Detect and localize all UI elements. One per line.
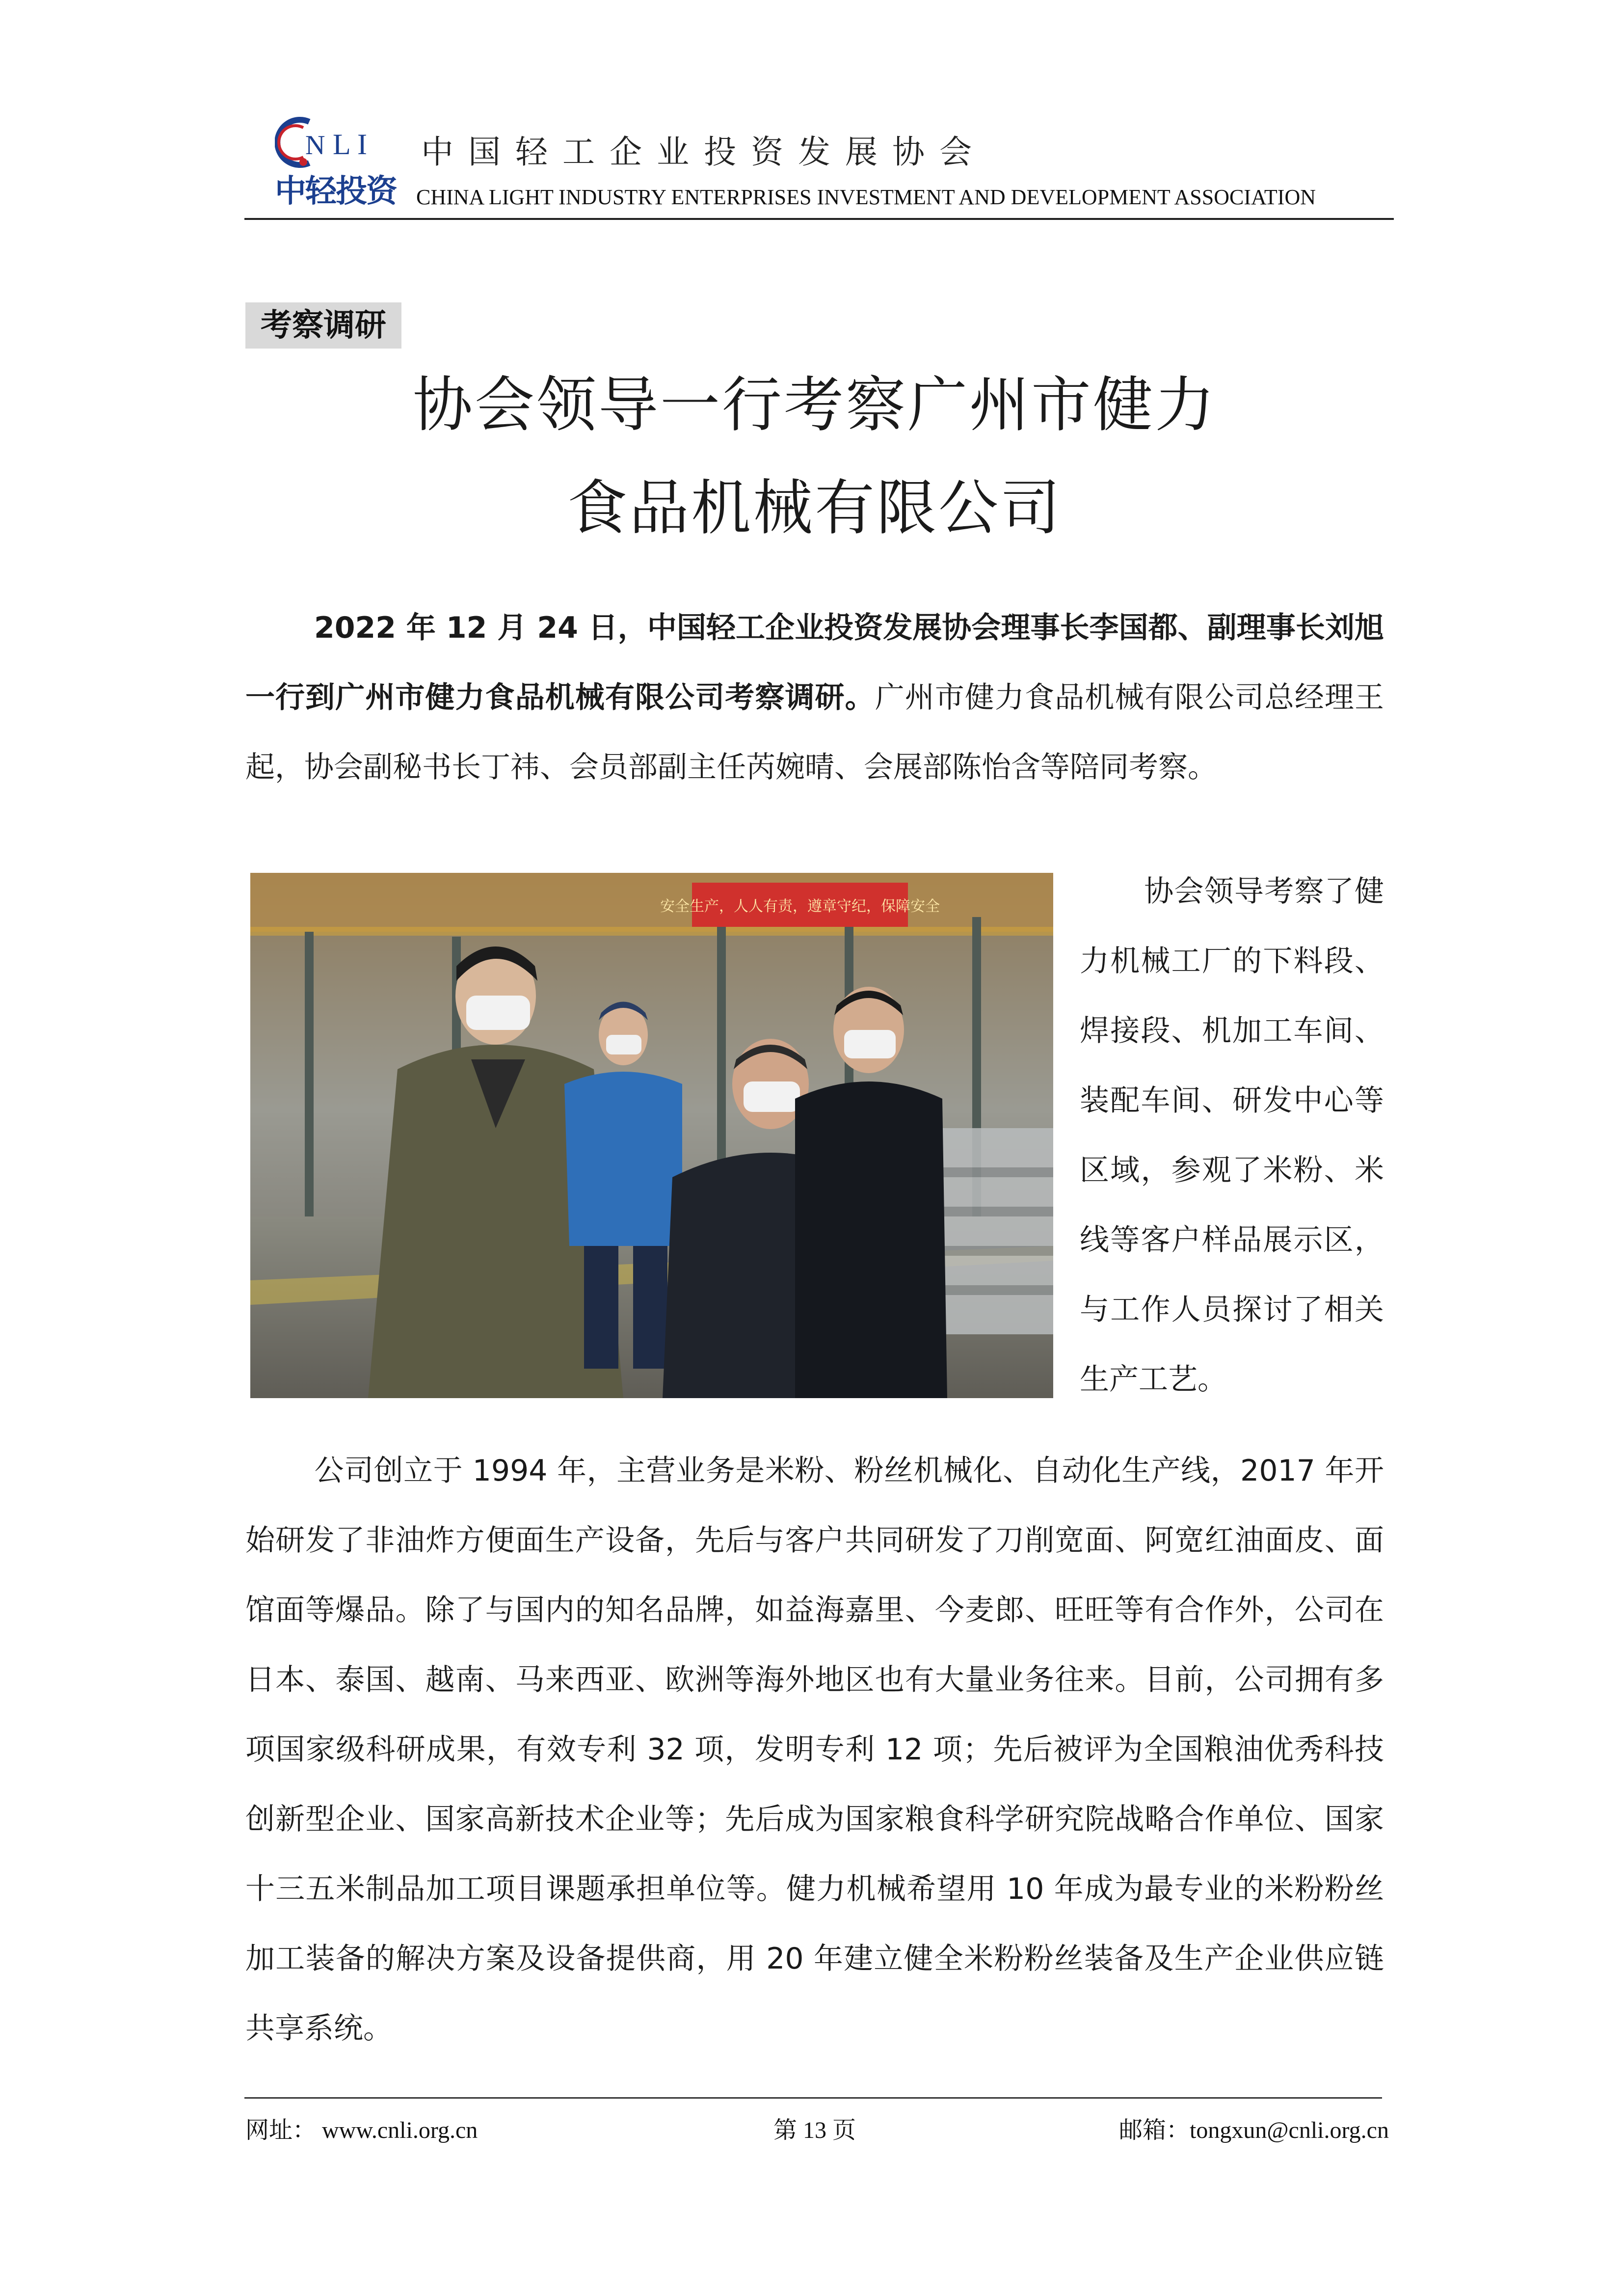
article-title [245, 353, 1384, 560]
footer-divider [244, 2097, 1382, 2099]
paragraph-intro-lead: 2022 年 12 月 24 日，中国轻工企业投资发展协会理事长李国都、副理事长刘旭一行到广州市健力食品机械有限公司考察调研。 [245, 611, 1384, 715]
paragraph-company-text: 公司创立于 1994 年，主营业务是米粉、粉丝机械化、自动化生产线，2017 年开始研发了非油炸方便面生产设备，先后与客户共同研发了刀削宽面、阿宽红油面皮、面馆面等爆品。除了与国内的知名品牌，如益海嘉里、今麦郎、旺旺等有合作外，公司在日本、泰国、越南、马来西亚、欧洲等海外地区也有大量业务往来。目前，公司拥有多项国家级科研成果，有效专利 32 项，发明专利 12 项；先后被评为全国粮油优秀科技创新型企业、国家高新技术企业等；先后成为国家粮食科学研究院战略合作单位、国家十三五米制品加工项目课题承担单位等。健力机械希望用 10 年成为最专业的米粉粉丝加工装备的解决方案及设备提供商，用 20 年建立健全米粉粉丝装备及生产企业供应链共享系统。 [245, 1454, 1384, 2046]
association-name-en: CHINA LIGHT INDUSTRY ENTERPRISES INVESTMENT AND DEVELOPMENT ASSOCIATION [416, 185, 1316, 209]
section-tag: 考察调研 [245, 302, 401, 349]
factory-visit-photo [250, 873, 1053, 1398]
title-line-2: 食品机械有限公司 [567, 473, 1062, 543]
paragraph-intro [245, 593, 1384, 802]
svg-text:N: N [305, 130, 325, 161]
logo-chinese-text: 中轻投资 [275, 173, 397, 210]
association-name-cn: 中国轻工企业投资发展协会 [421, 133, 986, 171]
paragraph-visit [1080, 857, 1384, 1414]
factory-visit-photo-icon [250, 873, 1053, 1398]
paragraph-visit-text: 协会领导考察了健力机械工厂的下料段、焊接段、机加工车间、装配车间、研发中心等区域，参观了米粉、米线等客户样品展示区，与工作人员探讨了相关生产工艺。 [1080, 874, 1384, 1397]
svg-text:L: L [333, 128, 351, 161]
header-divider [244, 218, 1394, 220]
cnli-logo-icon [275, 113, 398, 172]
footer-page-number: 第 13 页 [773, 2117, 856, 2143]
svg-text:I: I [357, 128, 367, 161]
footer-website: 网址： www.cnli.org.cn [245, 2117, 478, 2143]
paragraph-intro-rest: 广州市健力食品机械有限公司总经理王起，协会副秘书长丁祎、会员部副主任芮婉晴、会展部陈怡含等陪同考察。 [245, 680, 1384, 784]
title-line-1: 协会领导一行考察广州市健力 [413, 370, 1217, 440]
association-logo [275, 113, 398, 211]
safety-banner-text: 安全生产，人人有责，遵章守纪，保障安全 [660, 898, 940, 915]
paragraph-company [245, 1436, 1384, 2063]
footer-email: 邮箱：tongxun@cnli.org.cn [1119, 2117, 1389, 2143]
